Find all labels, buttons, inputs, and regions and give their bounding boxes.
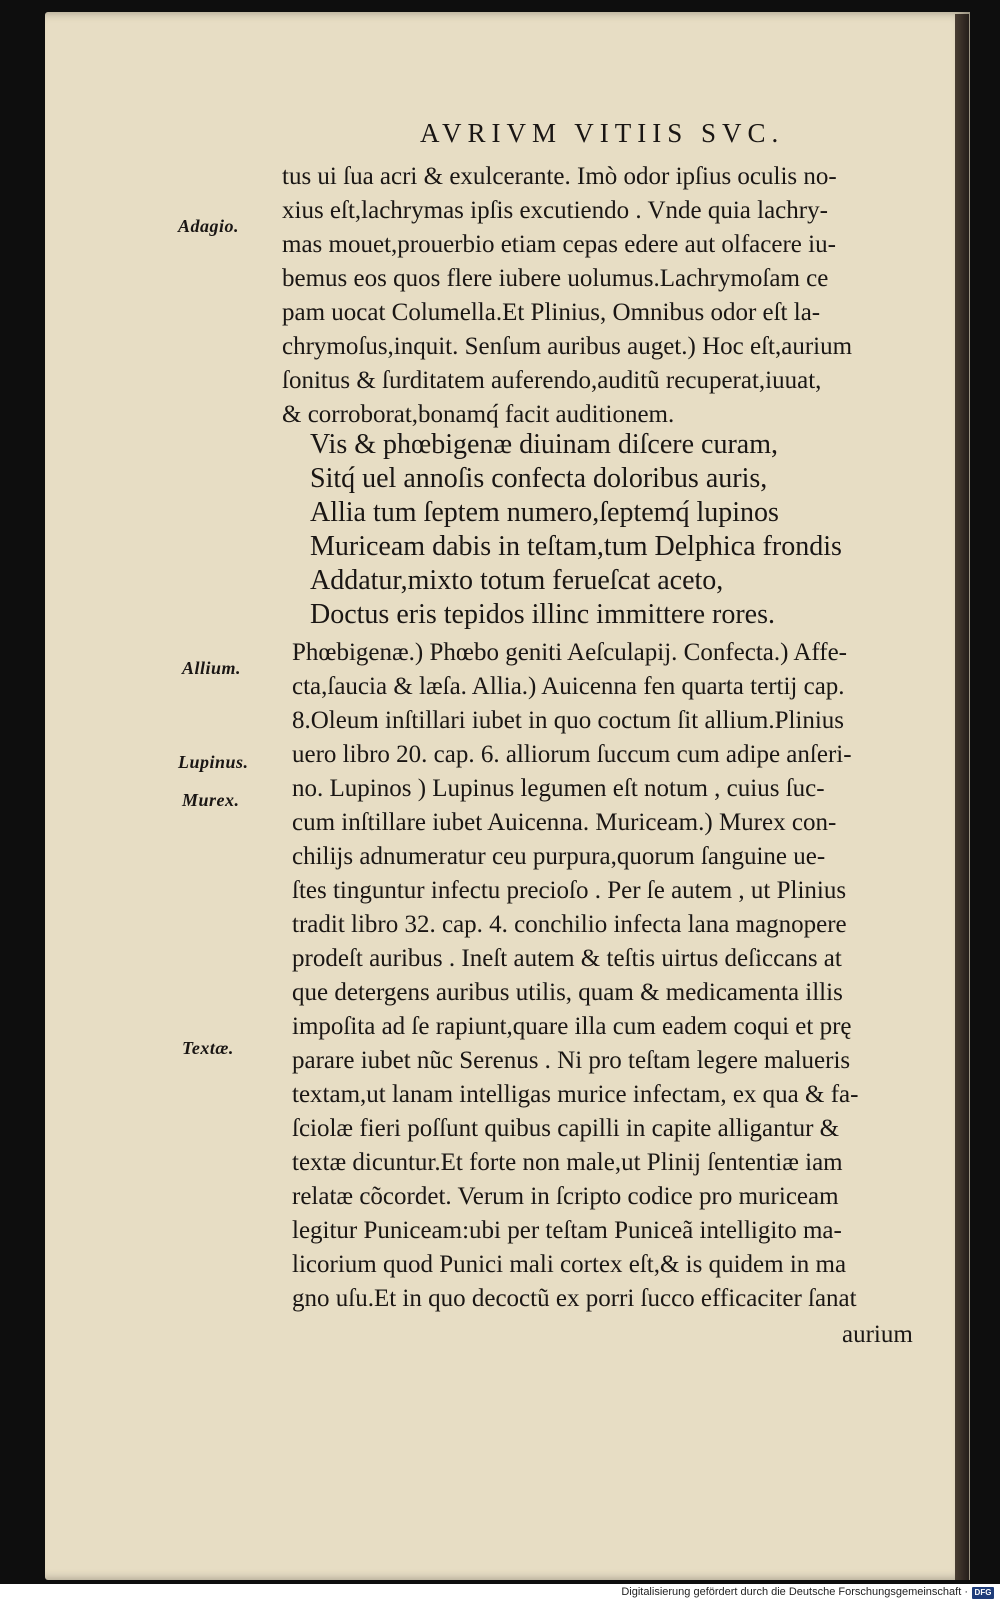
commentary-line: gno uſu.Et in quo decoctũ ex porri ſucco efficaciter ſanat <box>292 1285 857 1312</box>
commentary-line: prodeſt auribus . Ineſt autem & teſtis uirtus deſiccans at <box>292 945 842 972</box>
margin-note-murex: Murex. <box>182 790 240 810</box>
margin-note-textae: Textæ. <box>182 1038 234 1058</box>
text-line: xius eſt,lachrymas ipſis excutiendo . Vnde quia lachry- <box>282 197 828 224</box>
margin-note-lupinus: Lupinus. <box>178 752 249 772</box>
verse-line: Muriceam dabis in teſtam,tum Delphica frondis <box>310 531 842 562</box>
text-line: mas mouet,prouerbio etiam cepas edere aut olfacere iu- <box>282 231 836 258</box>
commentary-line: relatæ cõcordet. Verum in ſcripto codice pro muriceam <box>292 1183 839 1210</box>
margin-note-allium: Allium. <box>182 658 242 678</box>
commentary-line: cta,ſaucia & læſa. Allia.) Auicenna fen quarta tertij cap. <box>292 673 845 700</box>
text-line: pam uocat Columella.Et Plinius, Omnibus odor eſt la- <box>282 299 821 326</box>
commentary-line: uero libro 20. cap. 6. alliorum ſuccum cum adipe anſeri- <box>292 741 852 768</box>
commentary-line: legitur Puniceam:ubi per teſtam Puniceã intelligito ma- <box>292 1217 842 1244</box>
commentary-line: impoſita ad ſe rapiunt,quare illa cum eadem coqui et prę <box>292 1013 852 1040</box>
catchword: aurium <box>842 1321 913 1348</box>
commentary-line: cum inſtillare iubet Auicenna. Muriceam.) Murex con- <box>292 809 837 836</box>
commentary-line: ſciolæ fieri poſſunt quibus capilli in capite alligantur & <box>292 1115 840 1142</box>
commentary-line: que detergens auribus utilis, quam & medicamenta illis <box>292 979 843 1006</box>
footer-bar <box>0 1584 1000 1604</box>
margin-note-adagio: Adagio. <box>178 216 240 236</box>
text-line: ſonitus & ſurditatem auferendo,auditũ recuperat,iuuat, <box>282 367 822 394</box>
commentary-line: tradit libro 32. cap. 4. conchilio infecta lana magnopere <box>292 911 847 938</box>
verse-line: Doctus eris tepidos illinc immittere rores. <box>310 599 776 630</box>
verse-line: Addatur,mixto totum ferueſcat aceto, <box>310 565 724 596</box>
commentary-line: textam,ut lanam intelligas murice infectam, ex qua & fa- <box>292 1081 859 1108</box>
commentary-line: licorium quod Punici mali cortex eſt,& is quidem in ma <box>292 1251 847 1278</box>
running-title: AVRIVM VITIIS SVC. <box>420 118 785 148</box>
page-gutter-edge <box>955 14 969 1580</box>
commentary-line: no. Lupinos ) Lupinus legumen eſt notum , cuius ſuc- <box>292 775 825 802</box>
commentary-line: parare iubet nũc Serenus . Ni pro teſtam legere malueris <box>292 1047 851 1074</box>
text-line: chrymoſus,inquit. Senſum auribus auget.) Hoc eſt,aurium <box>282 333 853 360</box>
dfg-logo: DFG <box>972 1587 994 1599</box>
text-line: & corroborat,bonamq́ facit auditionem. <box>282 401 675 428</box>
commentary-line: ſtes tinguntur infectu precioſo . Per ſe autem , ut Plinius <box>292 877 847 904</box>
text-line: bemus eos quos flere iubere uolumus.Lachrymoſam ce <box>282 265 829 292</box>
footer-credit: Digitalisierung gefördert durch die Deutsche Forschungsgemeinschaft · <box>621 1586 968 1598</box>
verse-line: Sitq́ uel annoſis confecta doloribus auris, <box>310 463 768 494</box>
commentary-line: textæ dicuntur.Et forte non male,ut Plinij ſententiæ iam <box>292 1149 843 1176</box>
verse-line: Allia tum ſeptem numero,ſeptemq́ lupinos <box>310 497 779 528</box>
commentary-line: Phœbigenæ.) Phœbo geniti Aeſculapij. Confecta.) Affe- <box>292 639 847 666</box>
commentary-line: chilijs adnumeratur ceu purpura,quorum ſanguine ue- <box>292 843 826 870</box>
verse-line: Vis & phœbigenæ diuinam diſcere curam, <box>310 429 778 460</box>
text-line: tus ui ſua acri & exulcerante. Imò odor ipſius oculis no- <box>282 163 837 190</box>
commentary-line: 8.Oleum inſtillari iubet in quo coctum ſit allium.Plinius <box>292 707 845 734</box>
